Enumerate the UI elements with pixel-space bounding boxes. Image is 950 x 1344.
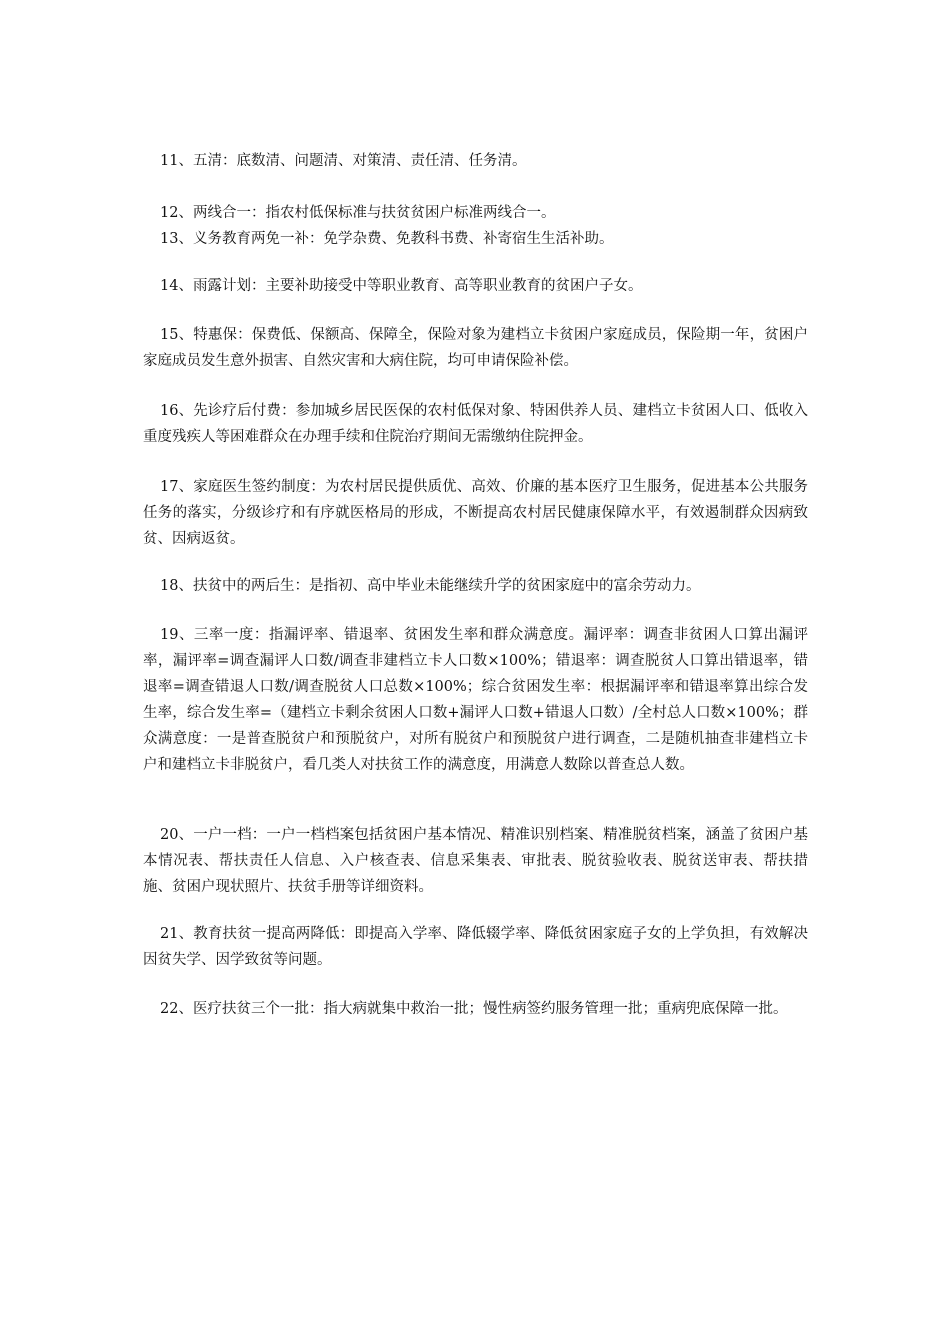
paragraph-13: 13、义务教育两免一补：免学杂费、免教科书费、补寄宿生生活补助。 [160,231,614,247]
paragraph-19: 19、三率一度：指漏评率、错退率、贫困发生率和群众满意度。漏评率：调查非贫困人口算出漏评率，漏评率=调查漏评人口数/调查非建档立卡人口数×100%；错退率：调查脱贫人口算出错退率，错退率=调查错退人口数/调查脱贫人口总数×100%；综合贫困发生率：根据漏评率和错退率算出综合发生率，综合发生率=（建档立卡剩余贫困人口数+漏评人口数+错退人口数）/全村总人口数×100%；群众满意度：一是普查脱贫户和预脱贫户，对所有脱贫户和预脱贫户进行调查，二是随机抽查非建档立卡户和建档立卡非脱贫户，看几类人对扶贫工作的满意度，用满意人数除以普查总人数。 [143,627,808,773]
paragraph-12: 12、两线合一：指农村低保标准与扶贫贫困户标准两线合一。 [160,205,556,221]
paragraph-11: 11、五清：底数清、问题清、对策清、责任清、任务清。 [160,153,527,169]
paragraph-16: 16、先诊疗后付费：参加城乡居民医保的农村低保对象、特困供养人员、建档立卡贫困人口、低收入重度残疾人等困难群众在办理手续和住院治疗期间无需缴纳住院押金。 [143,403,808,445]
paragraph-17: 17、家庭医生签约制度：为农村居民提供质优、高效、价廉的基本医疗卫生服务，促进基本公共服务任务的落实，分级诊疗和有序就医格局的形成，不断提高农村居民健康保障水平，有效遏制群众因病致贫、因病返贫。 [143,479,808,547]
paragraph-20: 20、一户一档：一户一档档案包括贫困户基本情况、精准识别档案、精准脱贫档案，涵盖了贫困户基本情况表、帮扶责任人信息、入户核查表、信息采集表、审批表、脱贫验收表、脱贫送审表、帮扶措施、贫困户现状照片、扶贫手册等详细资料。 [143,827,808,895]
paragraph-14: 14、雨露计划：主要补助接受中等职业教育、高等职业教育的贫困户子女。 [160,278,643,294]
paragraph-18: 18、扶贫中的两后生：是指初、高中毕业未能继续升学的贫困家庭中的富余劳动力。 [160,578,701,594]
paragraph-21: 21、教育扶贫一提高两降低：即提高入学率、降低辍学率、降低贫困家庭子女的上学负担，有效解决因贫失学、因学致贫等问题。 [143,926,808,968]
paragraph-22: 22、医疗扶贫三个一批：指大病就集中救治一批；慢性病签约服务管理一批；重病兜底保障一批。 [160,1001,788,1017]
paragraph-15: 15、特惠保：保费低、保额高、保障全，保险对象为建档立卡贫困户家庭成员，保险期一年，贫困户家庭成员发生意外损害、自然灾害和大病住院，均可申请保险补偿。 [143,327,808,369]
